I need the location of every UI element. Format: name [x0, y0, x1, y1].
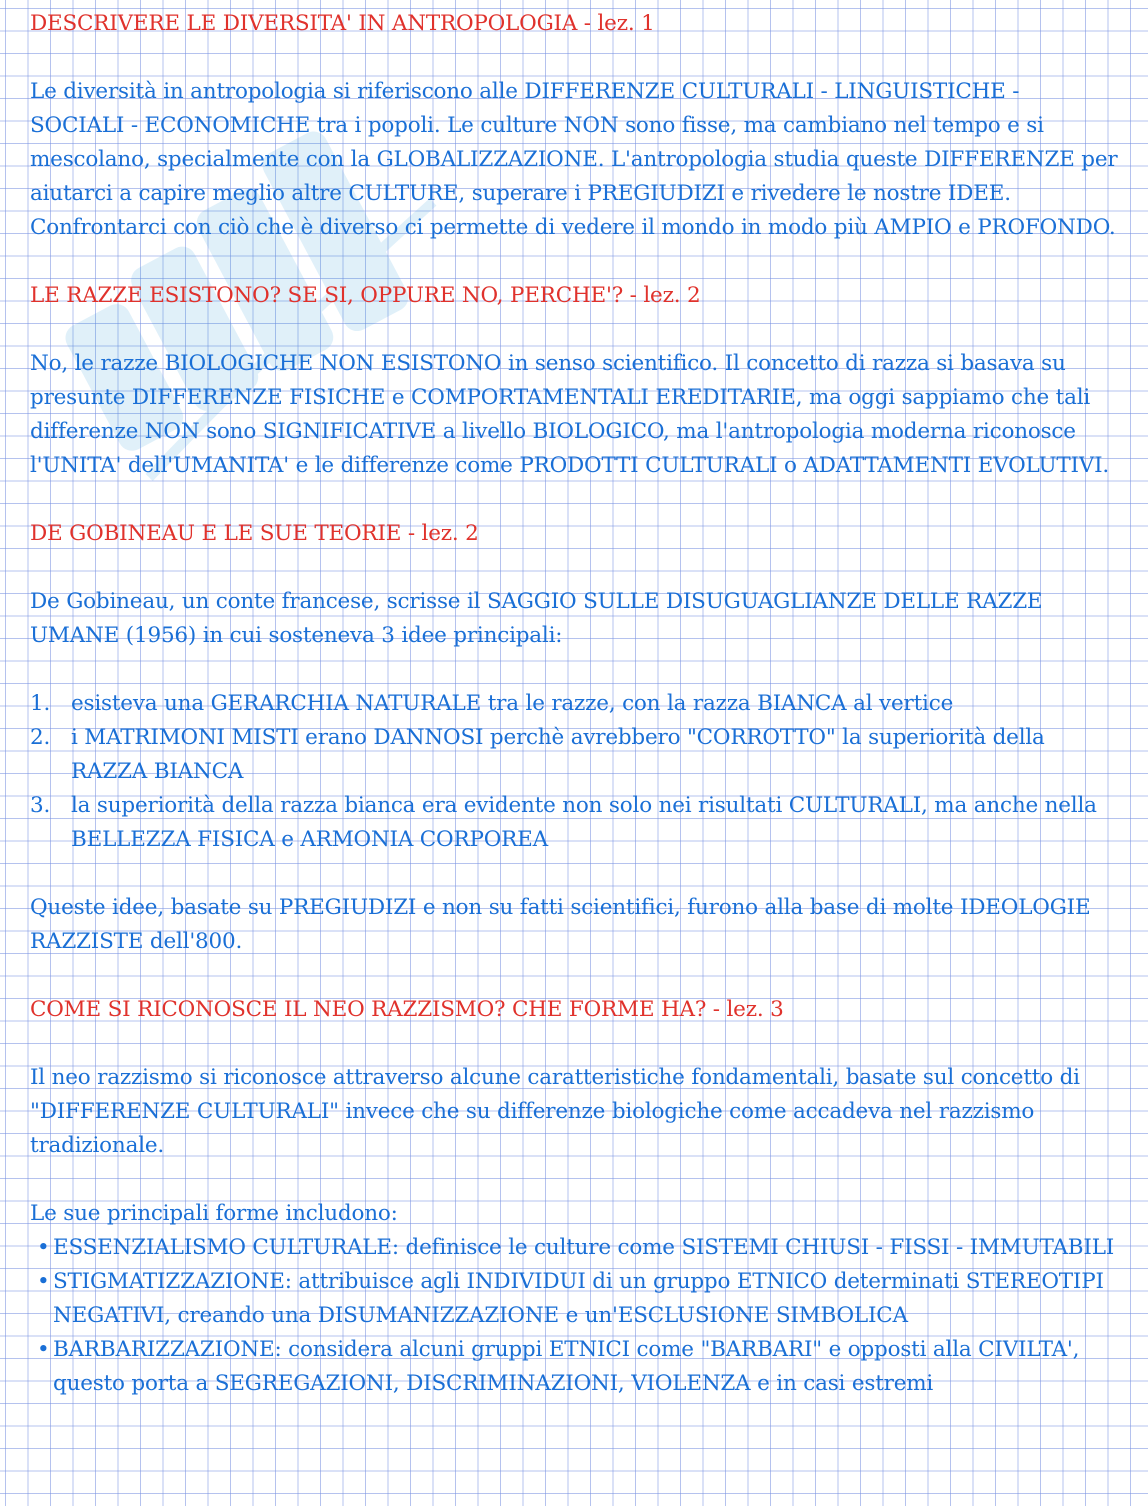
list-item-text: i MATRIMONI MISTI erano DANNOSI perchè avrebbero "CORROTTO" la superiorità della RAZZA BIANCA — [71, 725, 1045, 784]
section-outro: Queste idee, basate su PREGIUDIZI e non su fatti scientifici, furono alla base di molte IDEOLOGIE RAZZISTE dell'800. — [30, 895, 1091, 954]
section-heading: COME SI RICONOSCE IL NEO RAZZISMO? CHE FORME HA? - lez. 3 — [30, 997, 784, 1022]
list-item — [30, 1265, 1120, 1333]
section-paragraph: Il neo razzismo si riconosce attraverso alcune caratteristiche fondamentali, basate sul concetto di "DIFFERENZE CULTURALI" invece che su differenze biologiche come accadeva nel razzismo tradizionale. — [30, 1065, 1080, 1158]
section-paragraph: Le diversità in antropologia si riferiscono alle DIFFERENZE CULTURALI - LINGUISTICHE - SOCIALI - ECONOMICHE tra i popoli. Le culture NON sono fisse, ma cambiano nel tempo e si mescolano, specialmente con la GLOBALIZZAZIONE. L'antropologia studia queste DIFFERENZE per aiutarci a capire meglio altre CULTURE, superare i PREGIUDIZI e rivedere le nostre IDEE. Confrontarci con ciò che è diverso ci permette di vedere il mondo in modo più AMPIO e PROFONDO. — [30, 79, 1118, 240]
document-page — [30, 7, 1120, 1401]
numbered-list — [30, 687, 1120, 857]
list-item-text: ESSENZIALISMO CULTURALE: definisce le culture come SISTEMI CHIUSI - FISSI - IMMUTABILI — [53, 1235, 1115, 1260]
bullet-list — [30, 1231, 1120, 1401]
bullet-icon: • — [37, 1269, 50, 1294]
list-item — [30, 1231, 1120, 1265]
list-number: 1. — [30, 691, 51, 716]
list-item — [30, 721, 1120, 789]
section-heading: LE RAZZE ESISTONO? SE SI, OPPURE NO, PERCHE'? - lez. 2 — [30, 283, 701, 308]
list-item — [30, 1333, 1120, 1401]
section-heading: DESCRIVERE LE DIVERSITA' IN ANTROPOLOGIA - lez. 1 — [30, 11, 655, 36]
list-item-text: la superiorità della razza bianca era evidente non solo nei risultati CULTURALI, ma anche nella BELLEZZA FISICA e ARMONIA CORPOREA — [71, 793, 1097, 852]
list-item-text: STIGMATIZZAZIONE: attribuisce agli INDIVIDUI di un gruppo ETNICO determinati STEREOTIPI NEGATIVI, creando una DISUMANIZZAZIONE e un'ESCLUSIONE SIMBOLICA — [53, 1269, 1104, 1328]
list-item — [30, 789, 1120, 857]
list-item-text: BARBARIZZAZIONE: considera alcuni gruppi ETNICI come "BARBARI" e opposti alla CIVILTA', questo porta a SEGREGAZIONI, DISCRIMINAZIONI, VIOLENZA e in casi estremi — [53, 1337, 1080, 1396]
section-paragraph: No, le razze BIOLOGICHE NON ESISTONO in senso scientifico. Il concetto di razza si basava su presunte DIFFERENZE FISICHE e COMPORTAMENTALI EREDITARIE, ma oggi sappiamo che tali differenze NON sono SIGNIFICATIVE a livello BIOLOGICO, ma l'antropologia moderna riconosce l'UNITA' dell'UMANITA' e le differenze come PRODOTTI CULTURALI o ADATTAMENTI EVOLUTIVI. — [30, 351, 1110, 478]
bullet-icon: • — [37, 1337, 50, 1362]
section-heading: DE GOBINEAU E LE SUE TEORIE - lez. 2 — [30, 521, 479, 546]
list-item-text: esisteva una GERARCHIA NATURALE tra le razze, con la razza BIANCA al vertice — [71, 691, 954, 716]
list-number: 3. — [30, 793, 51, 818]
list-number: 2. — [30, 725, 51, 750]
bullet-icon: • — [37, 1235, 50, 1260]
list-item — [30, 687, 1120, 721]
section-intro: De Gobineau, un conte francese, scrisse il SAGGIO SULLE DISUGUAGLIANZE DELLE RAZZE UMANE (1956) in cui sosteneva 3 idee principali: — [30, 589, 1043, 648]
bullets-intro: Le sue principali forme includono: — [30, 1201, 398, 1226]
